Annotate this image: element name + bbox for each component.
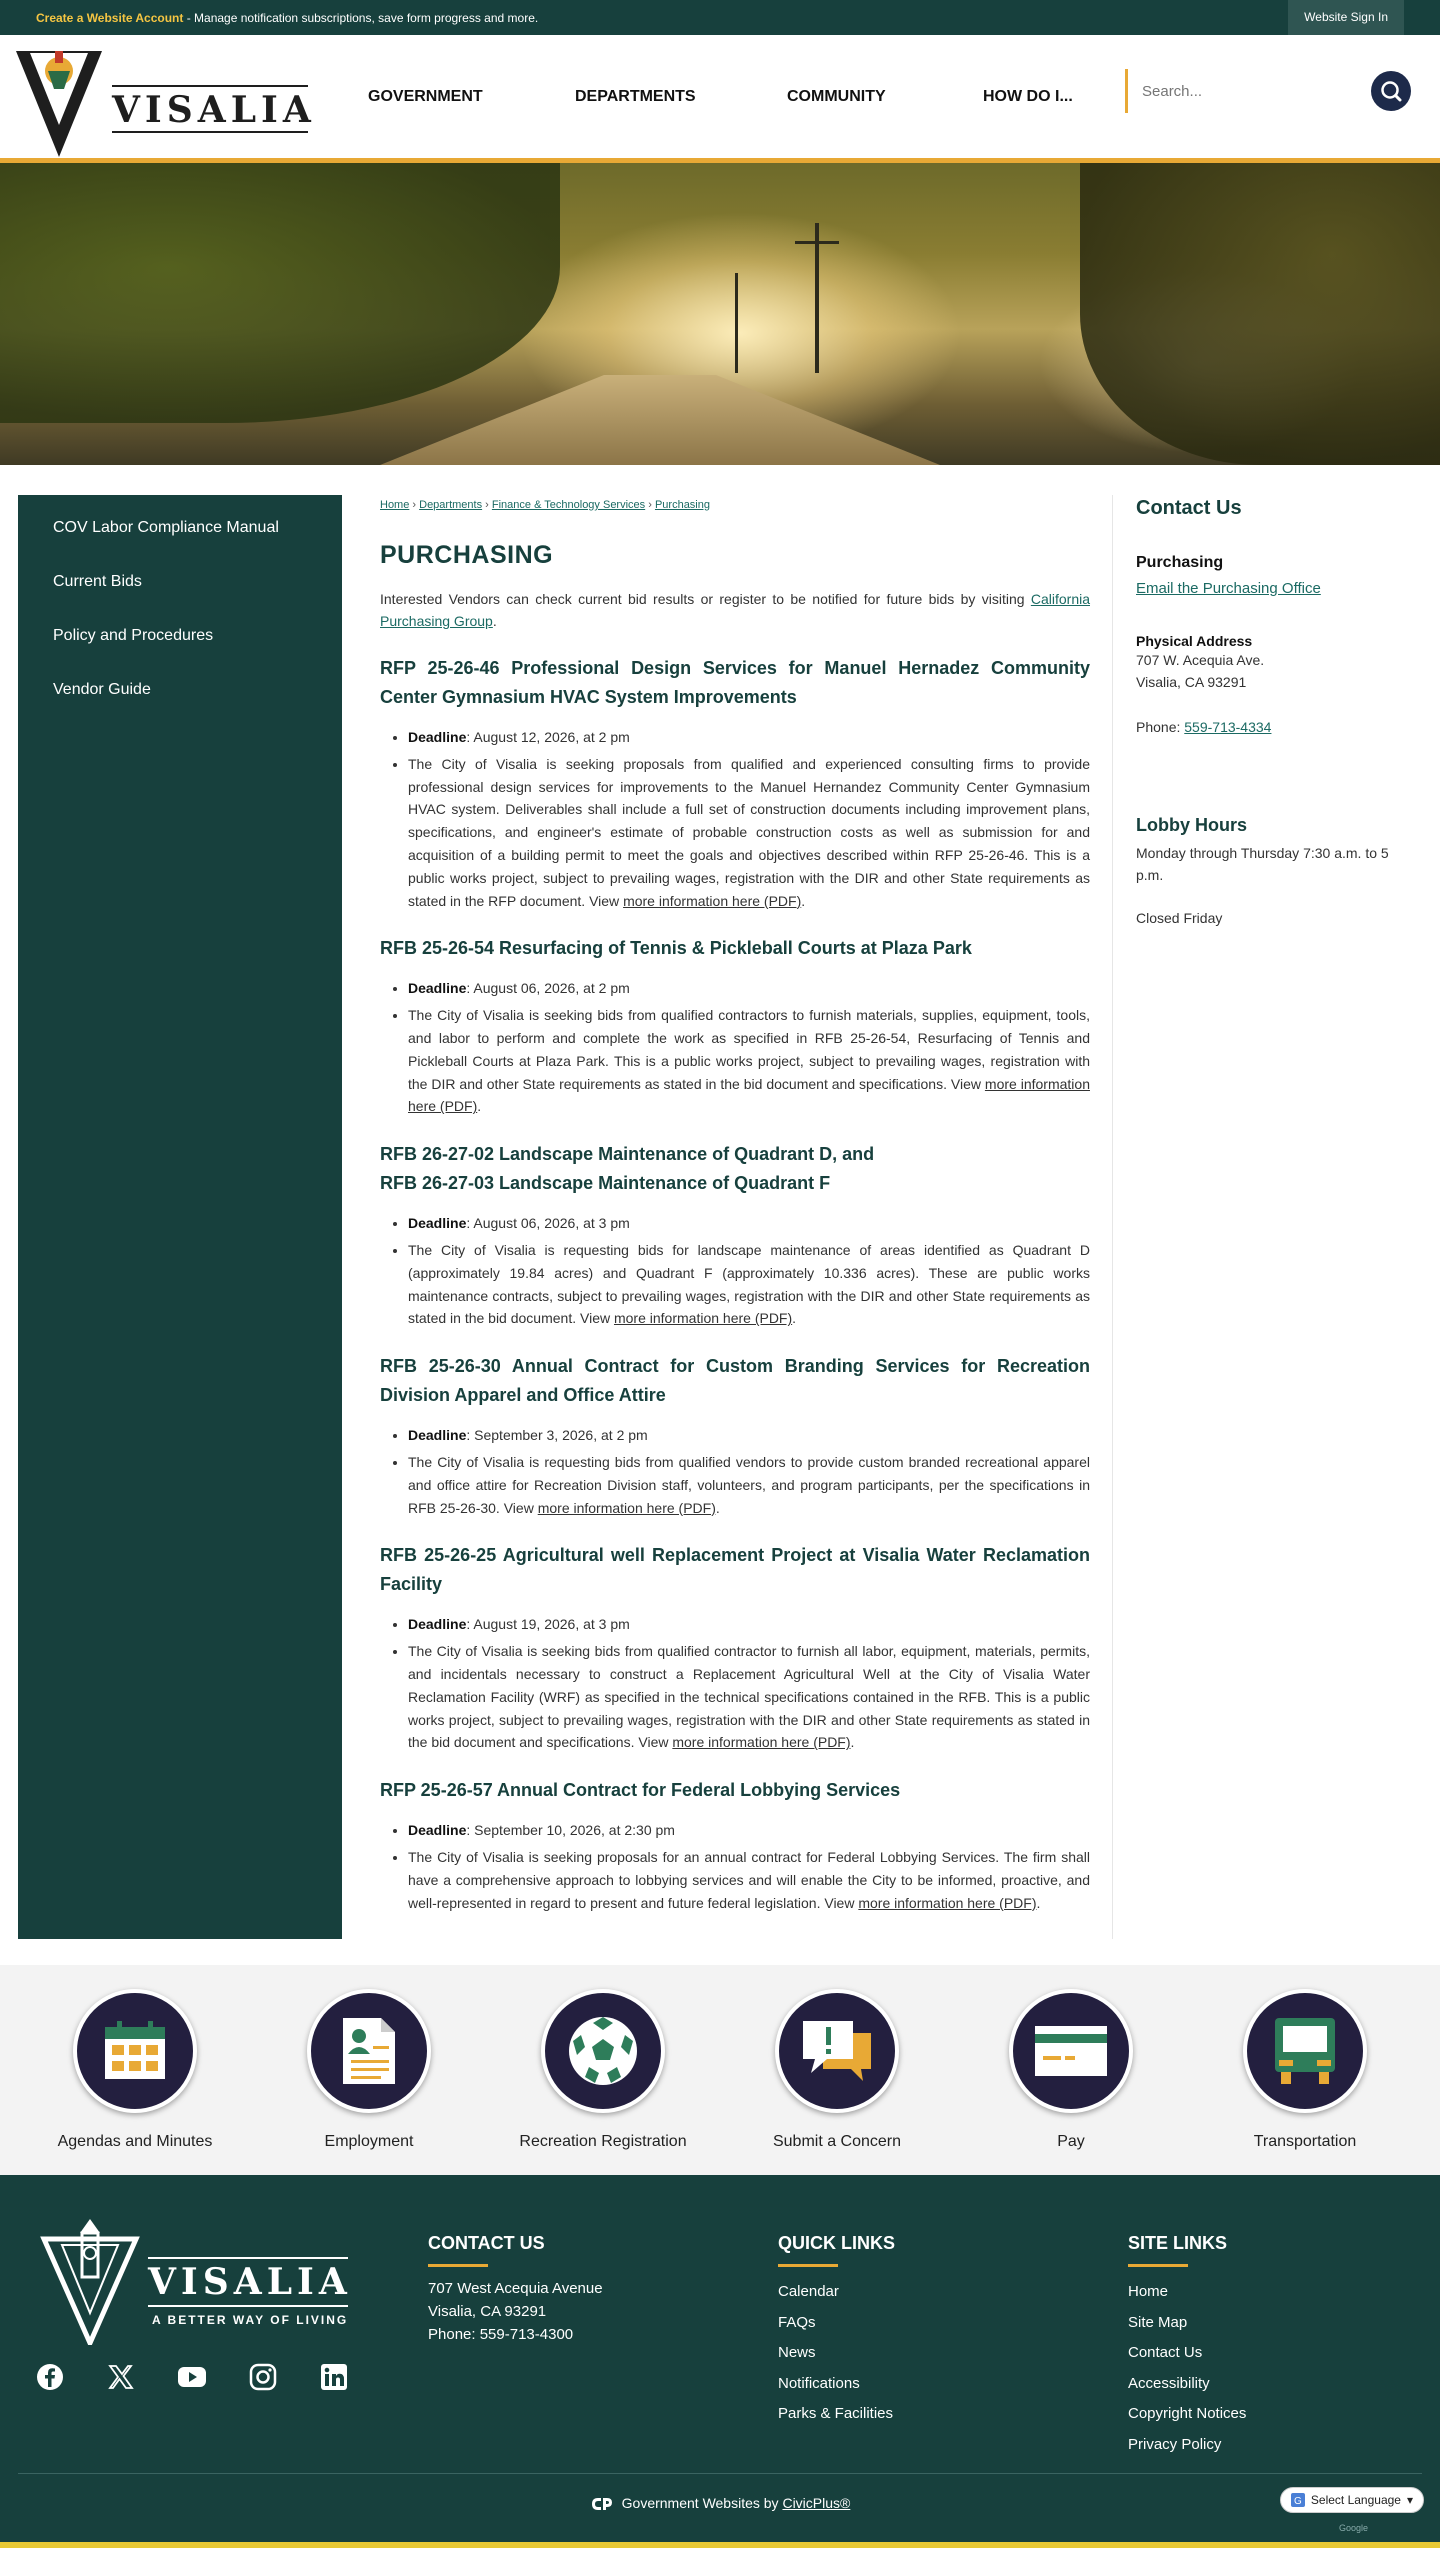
bid-description-text: The City of Visalia is seeking bids from qualified contractors to furnish materials, supplies, equipment, tools, and labor to perform and complete the work as specified in RFB 25-26-54, Resurfacing of Tennis and Pickleball Courts at Plaza Park. This is a public works project, subject to prevailing wages, registration with the DIR and other State requirements as stated in the bid document and specifications. xyxy=(408,1007,1090,1092)
footer-logo[interactable] xyxy=(40,2215,360,2345)
closed-day: Closed Friday xyxy=(1136,910,1223,926)
bid-title: RFP 25-26-46 Professional Design Services for Manuel Hernadez Community Center Gymnasium HVAC System Improvements xyxy=(380,658,1090,707)
footer-link-faqs[interactable]: FAQs xyxy=(778,2313,816,2331)
contact-title: Contact Us xyxy=(1136,497,1242,519)
quick-link-pay[interactable] xyxy=(971,1965,1171,2175)
logo-wordmark: VISALIA xyxy=(112,88,316,131)
footer-heading-bar xyxy=(1128,2264,1188,2267)
quick-link-label: Recreation Registration xyxy=(519,2133,687,2150)
footer-logo-wordmark: VISALIA xyxy=(148,2261,352,2303)
bid-item xyxy=(380,654,1090,912)
social-links xyxy=(36,2363,391,2391)
quick-link-label: Transportation xyxy=(1253,2133,1357,2150)
footer-contact xyxy=(428,2233,603,2346)
footer-link-notifications[interactable]: Notifications xyxy=(778,2374,860,2392)
lobby-hours-title: Lobby Hours xyxy=(1136,815,1247,835)
powered-by xyxy=(0,2495,1440,2511)
speech-bubble-icon xyxy=(775,1989,899,2113)
footer-link-parks[interactable]: Parks & Facilities xyxy=(778,2405,894,2422)
breadcrumb-home[interactable]: Home xyxy=(380,499,410,511)
intro-text: Interested Vendors can check current bid results or register to be notified for future bids by visiting xyxy=(380,591,1031,607)
contact-sidebar xyxy=(1136,495,1416,926)
hero-utility-pole xyxy=(815,223,819,373)
deadline-value: : August 19, 2026, at 3 pm xyxy=(466,1616,630,1633)
breadcrumb xyxy=(380,499,1090,511)
lobby-hours: Monday through Thursday 7:30 a.m. to 5 p.m. xyxy=(1136,845,1389,883)
footer-contact-line: 707 West Acequia Avenue xyxy=(428,2280,603,2297)
intro-paragraph xyxy=(380,588,1090,632)
bid-title xyxy=(380,1140,1090,1198)
contact-dept: Purchasing xyxy=(1136,554,1224,571)
footer-quick-links xyxy=(778,2233,895,2430)
bid-title: RFP 25-26-57 Annual Contract for Federal Lobbying Services xyxy=(380,1780,901,1801)
bid-item xyxy=(380,934,1090,1118)
bid-details xyxy=(408,1819,1090,1914)
bid-item xyxy=(380,1776,1090,1914)
email-purchasing-link[interactable]: Email the Purchasing Office xyxy=(1136,580,1321,597)
more-info-link[interactable]: more information here (PDF) xyxy=(672,1734,851,1751)
nav-how-do-i[interactable]: HOW DO I... xyxy=(983,87,1073,105)
breadcrumb-sep: › xyxy=(409,499,420,511)
site-search xyxy=(1125,69,1425,113)
hero-trees-right xyxy=(1080,163,1440,465)
quick-link-transportation[interactable] xyxy=(1205,1965,1405,2175)
more-info-link[interactable]: more information here (PDF) xyxy=(623,892,802,909)
deadline-label: Deadline xyxy=(408,980,467,997)
svg-text:G: G xyxy=(1293,2496,1302,2507)
footer-link-contact[interactable]: Contact Us xyxy=(1128,2344,1203,2361)
footer-link-news[interactable]: News xyxy=(778,2344,816,2361)
address-label: Physical Address xyxy=(1136,633,1253,649)
footer-site-title: SITE LINKS xyxy=(1128,2233,1228,2253)
footer-link-home[interactable]: Home xyxy=(1128,2283,1169,2300)
quick-link-label: Agendas and Minutes xyxy=(57,2133,213,2150)
bid-description: • The City of Visalia is requesting bids from qualified vendors to provide custom branded recreational apparel and office attire for Recreation Division staff, volunteers, and program participants, per the specifications in RFB 25-26-30. View more information here (PDF). xyxy=(408,1451,1090,1519)
view-text: View xyxy=(638,1734,673,1751)
sign-in-button[interactable]: Website Sign In xyxy=(1288,0,1404,35)
linkedin-icon[interactable] xyxy=(320,2363,391,2391)
bid-details xyxy=(408,726,1090,912)
bid-title: RFB 25-26-30 Annual Contract for Custom Branding Services for Recreation Division Apparel and Office Attire xyxy=(380,1356,1090,1406)
breadcrumb-departments[interactable]: Departments xyxy=(419,499,483,511)
google-brand: Google xyxy=(1338,2523,1368,2533)
footer-heading-bar xyxy=(778,2264,838,2267)
civicplus-link[interactable]: CivicPlus® xyxy=(782,2495,851,2511)
deadline-value: : August 12, 2026, at 2 pm xyxy=(466,729,630,745)
intro-end: . xyxy=(492,613,497,629)
search-input[interactable] xyxy=(1128,83,1368,100)
more-info-link[interactable]: more information here (PDF) xyxy=(537,1499,716,1516)
deadline-label: Deadline xyxy=(408,1215,467,1232)
footer-v-crest-icon xyxy=(40,2215,140,2345)
quick-link-label: Pay xyxy=(1057,2133,1085,2150)
footer-logo-rule-top xyxy=(148,2257,348,2259)
account-message xyxy=(36,11,538,25)
deadline-label: Deadline xyxy=(408,729,467,745)
bid-description: • The City of Visalia is seeking bids from qualified contractor to furnish all labor, equipment, materials, permits, and incidentals necessary to construct a Replacement Agricultural Well at the City of Visalia Water Reclamation Facility (WRF) as specified in the technical specifications contained in the RFB. This is a public works project, subject to prevailing wages, registration with the DIR and other State requirements as stated in the bid document and specifications. View more information here (PDF). xyxy=(408,1640,1090,1754)
facebook-icon[interactable] xyxy=(36,2363,107,2391)
soccer-ball-icon xyxy=(541,1989,665,2113)
footer-address xyxy=(428,2277,603,2346)
quick-links-bar xyxy=(0,1965,1440,2175)
more-info-link[interactable]: more information here (PDF) xyxy=(408,1075,1090,1115)
bid-description-text: The City of Visalia is seeking proposals for an annual contract for Federal Lobbying Services. The firm shall have a comprehensive approach to lobbying services and will enable the City to be informed, proactive, and well-represented in regard to present and future federal legislation. xyxy=(408,1848,1090,1911)
quick-link-recreation[interactable] xyxy=(503,1965,703,2175)
footer-contact-line: Phone: 559-713-4300 xyxy=(428,2326,574,2343)
hero-pole-crossarm xyxy=(795,241,839,244)
bid-item xyxy=(380,1140,1090,1330)
hero-utility-pole-far xyxy=(735,273,738,373)
deadline-value: : August 06, 2026, at 2 pm xyxy=(466,980,630,997)
view-text: View xyxy=(950,1075,985,1092)
breadcrumb-sep: › xyxy=(645,499,655,511)
search-button[interactable] xyxy=(1371,71,1411,111)
v-crest-icon xyxy=(14,39,104,159)
create-account-link[interactable]: Create a Website Account xyxy=(36,10,184,25)
address-line2: Visalia, CA 93291 xyxy=(1136,674,1247,690)
view-text: View xyxy=(503,1499,538,1516)
footer-quick-title: QUICK LINKS xyxy=(778,2233,895,2253)
footer-site-links xyxy=(1128,2233,1246,2460)
powered-by-text: Government Websites by xyxy=(621,2495,783,2511)
footer-contact-line: Visalia, CA 93291 xyxy=(428,2303,547,2320)
bid-description-text: The City of Visalia is seeking bids from qualified contractor to furnish all labor, equipment, materials, permits, and incidentals necessary to construct a Replacement Agricultural Well at the City of Visalia Water Reclamation Facility (WRF) as specified in the technical specifications contained in the RFB. This is a public works project, subject to prevailing wages, registration with the DIR and other State requirements as stated in the bid document and specifications. xyxy=(408,1643,1090,1751)
footer-divider xyxy=(18,2473,1422,2474)
footer-accent-bar xyxy=(0,2542,1440,2548)
footer-link-copyright[interactable]: Copyright Notices xyxy=(1128,2405,1247,2422)
bid-deadline xyxy=(408,977,1090,1000)
bid-deadline xyxy=(408,1819,1090,1842)
footer-link-privacy[interactable]: Privacy Policy xyxy=(1128,2435,1222,2453)
sidebar-item-current-bids[interactable]: Current Bids xyxy=(53,573,142,590)
nav-departments[interactable]: DEPARTMENTS xyxy=(575,87,696,105)
bid-details xyxy=(408,1212,1090,1330)
hero-trees-left xyxy=(0,163,560,423)
deadline-value: : September 10, 2026, at 2:30 pm xyxy=(466,1822,675,1839)
side-nav xyxy=(18,495,342,1939)
logo-rule-bottom xyxy=(112,131,308,133)
calendar-icon xyxy=(73,1989,197,2113)
credit-card-icon xyxy=(1009,1989,1133,2113)
more-info-link[interactable]: more information here (PDF) xyxy=(613,1310,793,1327)
civicplus-icon xyxy=(590,2497,614,2511)
more-info-link[interactable]: more information here (PDF) xyxy=(858,1894,1037,1911)
quick-link-concern[interactable] xyxy=(737,1965,937,2175)
quick-link-label: Employment xyxy=(324,2133,414,2150)
bid-title-line2: RFB 26-27-03 Landscape Maintenance of Quadrant F xyxy=(380,1173,831,1194)
sidebar-item-policy[interactable]: Policy and Procedures xyxy=(53,627,214,644)
translate-icon xyxy=(1291,2493,1305,2507)
phone-label: Phone: xyxy=(1136,719,1185,735)
x-twitter-icon[interactable] xyxy=(107,2363,178,2391)
main-nav xyxy=(368,88,1133,106)
bid-description-text: The City of Visalia is seeking proposals from qualified and experienced consulting firms to provide professional design services for improvements to the Manuel Hernandez Community Center Gymnasium HVAC system. Deliverables shall include a full set of construction documents including improvement plans, specifications, and engineer's estimate of probable construction costs as well as submission for and acquisition of a building permit to meet the goals and objectives described within RFP 25-26-46. This is a public works project, subject to prevailing wages, registration with the DIR and other State requirements as stated in the RFP document. xyxy=(408,755,1090,909)
hero-banner-image xyxy=(0,163,1440,465)
footer-logo-rule-bottom xyxy=(148,2305,348,2307)
breadcrumb-finance[interactable]: Finance & Technology Services xyxy=(491,499,646,511)
sidebar-item-labor-compliance[interactable]: COV Labor Compliance Manual xyxy=(53,519,279,536)
quick-link-label: Submit a Concern xyxy=(772,2133,902,2150)
site-header xyxy=(0,35,1440,163)
bid-deadline xyxy=(408,1212,1090,1235)
page-title: PURCHASING xyxy=(380,541,554,569)
youtube-icon[interactable] xyxy=(178,2363,249,2391)
bid-details xyxy=(408,1424,1090,1519)
footer-tagline: A BETTER WAY OF LIVING xyxy=(152,2313,349,2327)
top-bar xyxy=(0,0,1440,35)
deadline-value: : September 3, 2026, at 2 pm xyxy=(466,1427,648,1444)
bid-description: • The City of Visalia is seeking proposals from qualified and experienced consulting firms to provide professional design services for improvements to the Manuel Hernandez Community Center Gymnasium HVAC system. Deliverables shall include a full set of construction documents including improvement plans, specifications, and engineer's estimate of probable construction costs as well as submission for and acquisition of a building permit to meet the goals and objectives described within RFP 25-26-46. This is a public works project, subject to prevailing wages, registration with the DIR and other State requirements as stated in the RFP document. View more information here (PDF). xyxy=(408,753,1090,913)
contact-phone xyxy=(1136,719,1416,735)
bid-description-text: The City of Visalia is requesting bids for landscape maintenance of areas identified as Quadrant D (approximately 19.84 acres) and Quadrant F (approximately 10.336 acres). These are public works maintenance contracts, subject to prevailing wages, registration with the DIR and other State requirements as stated in the bid document. xyxy=(408,1241,1090,1327)
bid-details xyxy=(408,977,1090,1118)
california-purchasing-link[interactable]: California Purchasing Group xyxy=(380,591,1090,629)
deadline-label: Deadline xyxy=(408,1616,467,1633)
account-message-text: - Manage notification subscriptions, save form progress and more. xyxy=(183,10,539,25)
breadcrumb-sep: › xyxy=(482,499,492,511)
page-content xyxy=(380,495,1090,1918)
bid-details xyxy=(408,1613,1090,1754)
bid-description-text: The City of Visalia is requesting bids from qualified vendors to provide custom branded recreational apparel and office attire for Recreation Division staff, volunteers, and program participants, per the specifications in RFB 25-26-30. xyxy=(408,1453,1090,1516)
bid-item xyxy=(380,1541,1090,1754)
deadline-label: Deadline xyxy=(408,1822,467,1839)
instagram-icon[interactable] xyxy=(249,2363,320,2391)
breadcrumb-purchasing[interactable]: Purchasing xyxy=(654,499,710,511)
chevron-down-icon: ▾ xyxy=(1406,2493,1413,2507)
language-select[interactable] xyxy=(1280,2487,1424,2513)
search-icon xyxy=(1380,80,1402,102)
resume-icon xyxy=(307,1989,431,2113)
view-text: View xyxy=(580,1310,614,1327)
bid-title: RFB 25-26-25 Agricultural well Replacement Project at Visalia Water Reclamation Facility xyxy=(380,1545,1090,1595)
logo-rule-top xyxy=(112,85,308,87)
hero-road xyxy=(380,375,940,465)
visalia-logo[interactable] xyxy=(14,33,324,161)
main-area xyxy=(0,465,1440,1965)
quick-link-agendas[interactable] xyxy=(35,1965,235,2175)
site-footer xyxy=(0,2175,1440,2548)
language-select-label: Select Language xyxy=(1310,2493,1401,2507)
view-text: View xyxy=(589,892,624,909)
bid-description: • The City of Visalia is seeking proposals for an annual contract for Federal Lobbying Services. The firm shall have a comprehensive approach to lobbying services and will enable the City to be informed, proactive, and well-represented in regard to present and future federal legislation. View more information here (PDF). xyxy=(408,1846,1090,1914)
quick-link-employment[interactable] xyxy=(269,1965,469,2175)
bid-description: • The City of Visalia is requesting bids for landscape maintenance of areas identified as Quadrant D (approximately 19.84 acres) and Quadrant F (approximately 10.336 acres). These are public works maintenance contracts, subject to prevailing wages, registration with the DIR and other State requirements as stated in the bid document. View more information here (PDF). xyxy=(408,1239,1090,1330)
footer-link-accessibility[interactable]: Accessibility xyxy=(1128,2374,1210,2392)
footer-link-calendar[interactable]: Calendar xyxy=(778,2283,839,2300)
bid-deadline xyxy=(408,1424,1090,1447)
sidebar-item-vendor-guide[interactable]: Vendor Guide xyxy=(53,681,151,698)
bid-description: • The City of Visalia is seeking bids from qualified contractors to furnish materials, supplies, equipment, tools, and labor to perform and complete the work as specified in RFB 25-26-54, Resurfacing of Tennis and Pickleball Courts at Plaza Park. This is a public works project, subject to prevailing wages, registration with the DIR and other State requirements as stated in the bid document and specifications. View more information here (PDF). xyxy=(408,1004,1090,1118)
footer-heading-bar xyxy=(428,2264,488,2267)
bid-deadline xyxy=(408,1613,1090,1636)
bid-title: RFB 25-26-54 Resurfacing of Tennis & Pickleball Courts at Plaza Park xyxy=(380,938,972,959)
nav-community[interactable]: COMMUNITY xyxy=(787,87,886,105)
bid-item xyxy=(380,1352,1090,1519)
bus-icon xyxy=(1243,1989,1367,2113)
phone-link[interactable]: 559-713-4334 xyxy=(1184,719,1272,735)
deadline-label: Deadline xyxy=(408,1427,467,1444)
bid-title-line1: RFB 26-27-02 Landscape Maintenance of Quadrant D, and xyxy=(380,1144,875,1165)
deadline-value: : August 06, 2026, at 3 pm xyxy=(466,1215,630,1232)
bid-deadline xyxy=(408,726,1090,749)
footer-link-sitemap[interactable]: Site Map xyxy=(1128,2313,1188,2331)
footer-contact-title: CONTACT US xyxy=(428,2233,545,2253)
nav-government[interactable]: GOVERNMENT xyxy=(368,87,483,105)
view-text: View xyxy=(824,1894,859,1911)
address-line1: 707 W. Acequia Ave. xyxy=(1136,652,1265,668)
column-divider xyxy=(1112,495,1113,1939)
